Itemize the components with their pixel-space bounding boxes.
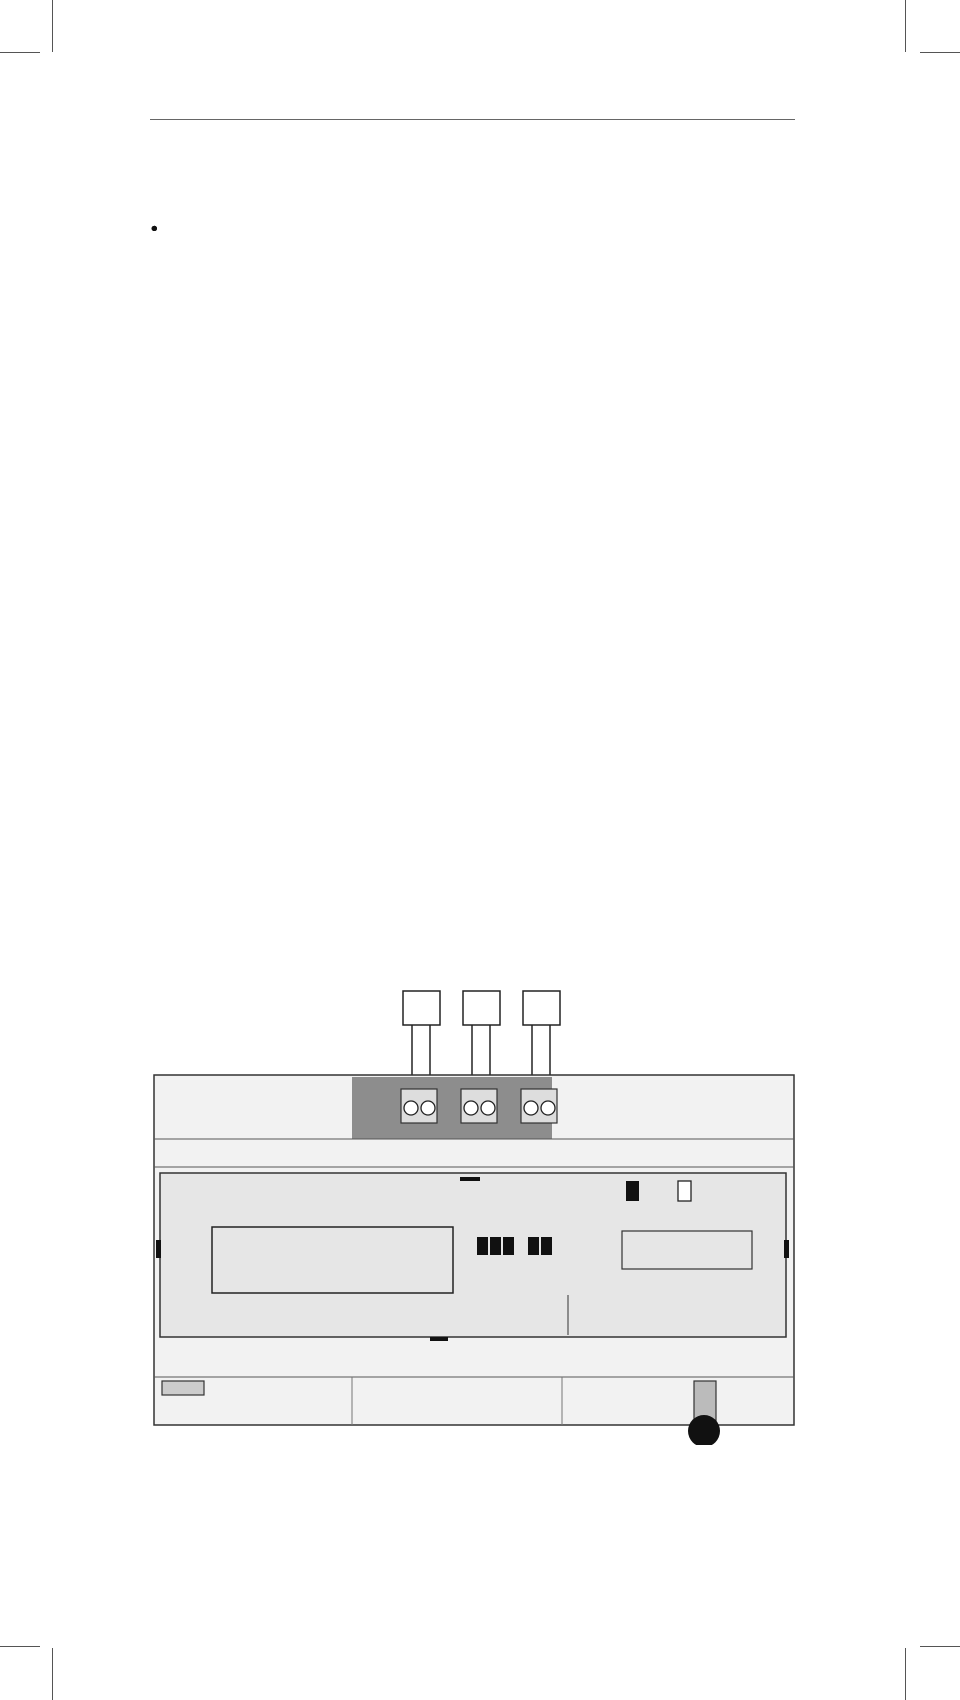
crop-mark — [0, 52, 40, 53]
lcd-display — [212, 1227, 453, 1293]
crop-mark — [905, 1648, 906, 1700]
crop-mark — [52, 1648, 53, 1700]
off-indicator — [678, 1181, 691, 1201]
sim-card-slot — [622, 1231, 752, 1269]
header-rule — [150, 119, 795, 120]
device-figure — [148, 985, 798, 1445]
sensor-t2 — [463, 991, 500, 1025]
sensor-t1 — [403, 991, 440, 1025]
crop-mark — [905, 0, 906, 52]
crop-mark — [0, 1646, 40, 1647]
on-indicator — [626, 1181, 639, 1201]
connector-left — [162, 1381, 204, 1395]
crop-mark — [920, 1646, 960, 1647]
crop-mark — [920, 52, 960, 53]
crop-mark — [52, 0, 53, 52]
sensor-t3 — [523, 991, 560, 1025]
